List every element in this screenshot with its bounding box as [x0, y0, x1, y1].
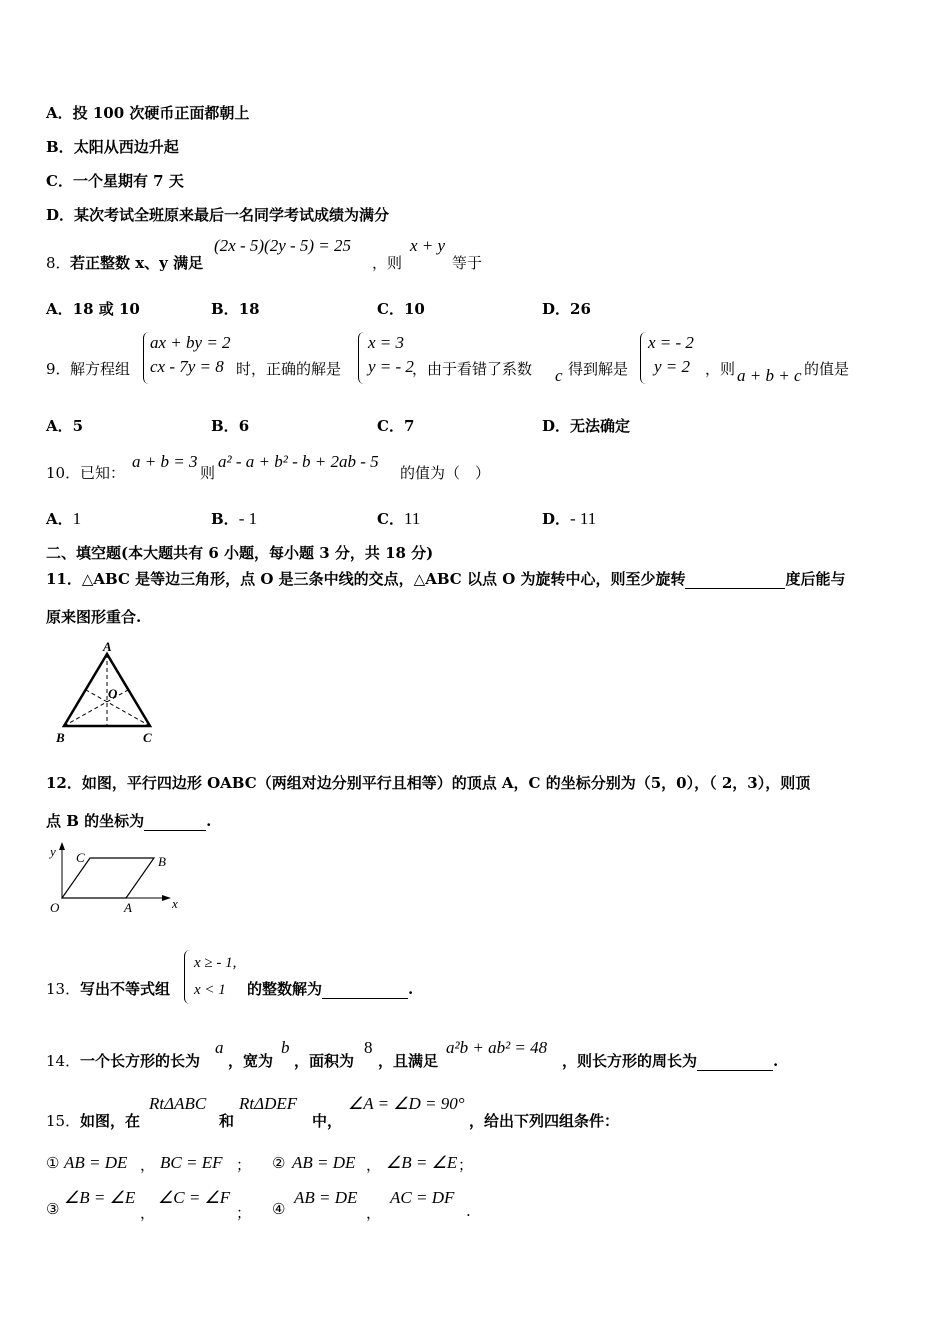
- question-text: 得到解是: [568, 360, 629, 378]
- question-text: 时，正确的解是: [236, 360, 342, 378]
- brace: [184, 950, 191, 1004]
- equation: cx - 7y = 8: [150, 357, 224, 376]
- separator: ，: [140, 1156, 156, 1174]
- option-label: A．: [46, 510, 73, 528]
- q7-option-b: [46, 136, 179, 157]
- question-number: 10．: [46, 464, 81, 482]
- answer-blank: [144, 812, 206, 831]
- condition-number: ②: [272, 1154, 286, 1172]
- brace: [640, 332, 647, 384]
- option-text: 一个星期有 7 天: [72, 172, 184, 190]
- question-text: .: [206, 812, 212, 830]
- question-text: ，给出下列四组条件：: [469, 1112, 620, 1130]
- label-b: B: [56, 730, 65, 745]
- question-number: 8．: [46, 254, 71, 272]
- brace: [358, 332, 365, 384]
- option-label: B．: [211, 417, 239, 435]
- triangle-name: RtΔDEF: [239, 1094, 298, 1113]
- option-text: 太阳从西边升起: [73, 138, 179, 156]
- option-label: A．: [46, 104, 73, 122]
- condition: AB = DE: [292, 1153, 356, 1172]
- separator: .: [466, 1202, 471, 1220]
- question-text: 的值为（ ）: [400, 464, 491, 482]
- triangle-name: RtΔABC: [149, 1094, 207, 1113]
- option-value: 无法确定: [570, 417, 631, 435]
- triangle-figure: [50, 638, 162, 748]
- label-c: C: [143, 730, 152, 745]
- option-value: 5: [72, 417, 84, 435]
- condition: BC = EF: [160, 1153, 223, 1172]
- option-value: 7: [403, 417, 415, 435]
- option-value: 6: [238, 417, 250, 435]
- question-text: 中，: [312, 1112, 343, 1130]
- option-label: B．: [211, 510, 239, 528]
- question-number: 9．: [46, 360, 71, 378]
- question-text: 12．如图，平行四边形 OABC（两组对边分别平行且相等）的顶点 A，C 的坐标分别为（5，0），（ 2，3），则顶: [46, 774, 811, 792]
- separator: ，: [366, 1204, 382, 1222]
- condition: ∠B = ∠E: [386, 1153, 458, 1172]
- condition: AC = DF: [390, 1188, 455, 1207]
- condition-number: ③: [46, 1200, 60, 1218]
- question-text: 的整数解为: [247, 980, 323, 998]
- question-text: 等于: [452, 254, 483, 272]
- parallelogram-figure: [44, 840, 189, 920]
- equation: (2x - 5)(2y - 5) = 25: [214, 236, 352, 255]
- option-value: 26: [570, 300, 591, 318]
- condition: AB = DE: [64, 1153, 128, 1172]
- expression: a + b + c: [737, 366, 802, 385]
- x-axis-arrow: [162, 895, 171, 901]
- question-text: 点 B 的坐标为: [46, 812, 145, 830]
- question-text: 如图，在: [80, 1112, 141, 1130]
- option-value: 11: [403, 509, 421, 528]
- brace: [143, 332, 150, 384]
- option-label: B．: [211, 300, 239, 318]
- inequality: x ≥ - 1,: [194, 955, 237, 971]
- option-label: C．: [46, 172, 73, 190]
- label-a: A: [124, 900, 132, 915]
- question-text: ，且满足: [378, 1052, 439, 1070]
- option-label: C．: [377, 300, 404, 318]
- variable-b: b: [281, 1038, 290, 1057]
- question-text: 已知：: [80, 464, 126, 482]
- separator: ；: [236, 1204, 252, 1222]
- y-axis-arrow: [59, 842, 65, 850]
- option-text: 某次考试全班原来最后一名同学考试成绩为满分: [74, 206, 390, 224]
- option-value: 10: [403, 300, 425, 318]
- coefficient: c: [555, 366, 563, 385]
- question-text: 11．△ABC 是等边三角形，点 O 是三条中线的交点，△ABC 以点 O 为旋转中心，则至少旋转: [46, 570, 686, 588]
- inequality: x < 1: [194, 982, 226, 998]
- question-number: 15．: [46, 1112, 81, 1130]
- expression: a² - a + b² - b + 2ab - 5: [218, 452, 379, 471]
- option-label: D．: [542, 510, 571, 528]
- variable-a: a: [215, 1038, 224, 1057]
- condition-number: ④: [272, 1200, 286, 1218]
- answer-blank: [697, 1052, 773, 1071]
- option-label: C．: [377, 417, 404, 435]
- answer-blank: [685, 570, 785, 589]
- option-label: A．: [46, 300, 73, 318]
- option-label: D．: [542, 417, 571, 435]
- q7-option-a: [46, 102, 249, 123]
- label-b: B: [158, 854, 166, 869]
- q7-option-d: [46, 204, 389, 225]
- option-value: 18 或 10: [72, 300, 140, 318]
- question-12-line2: [46, 810, 211, 831]
- equation: y = - 2: [368, 357, 414, 376]
- question-text: 若正整数 x、y 满足: [70, 254, 204, 272]
- area-value: 8: [364, 1038, 373, 1057]
- label-a: A: [103, 639, 112, 654]
- solution-system: [368, 331, 414, 379]
- q7-option-c: [46, 170, 184, 191]
- condition: AB = DE: [294, 1188, 358, 1207]
- question-text: 的值是: [804, 360, 850, 378]
- question-text: .: [773, 1052, 779, 1070]
- condition: ∠B = ∠E: [64, 1188, 136, 1207]
- separator: ；: [236, 1156, 252, 1174]
- question-number: 14．: [46, 1052, 81, 1070]
- label-c: C: [76, 850, 85, 865]
- equation: a + b = 3: [132, 452, 198, 471]
- question-text: ，宽为: [228, 1052, 274, 1070]
- condition: ∠C = ∠F: [158, 1188, 231, 1207]
- question-text: 写出不等式组: [80, 980, 171, 998]
- equation: a²b + ab² = 48: [446, 1038, 548, 1057]
- label-o: O: [108, 686, 118, 701]
- option-label: B．: [46, 138, 74, 156]
- label-o: O: [50, 900, 60, 915]
- option-label: C．: [377, 510, 404, 528]
- equation-system: [150, 331, 231, 379]
- option-value: 18: [238, 300, 260, 318]
- expression: x + y: [410, 236, 446, 255]
- label-y: y: [50, 844, 56, 859]
- separator: ，: [366, 1156, 382, 1174]
- question-text: 一个长方形的长为: [80, 1052, 201, 1070]
- separator: ；: [458, 1156, 474, 1174]
- option-value: - 11: [570, 509, 597, 528]
- question-text: .: [408, 980, 414, 998]
- question-text: 原来图形重合.: [46, 608, 142, 626]
- option-label: D．: [542, 300, 571, 318]
- option-value: 1: [72, 509, 82, 528]
- inequality-system: [194, 950, 236, 1004]
- separator: ，: [140, 1204, 156, 1222]
- question-text: 解方程组: [70, 360, 131, 378]
- question-number: 13．: [46, 980, 81, 998]
- option-text: 投 100 次硬币正面都朝上: [72, 104, 250, 122]
- question-text: ，则: [372, 254, 403, 272]
- question-text: ，则长方形的周长为: [562, 1052, 698, 1070]
- option-value: - 1: [238, 509, 258, 528]
- question-text: 和: [219, 1112, 235, 1130]
- angle-condition: ∠A = ∠D = 90°: [348, 1094, 465, 1113]
- equation: x = 3: [368, 333, 405, 352]
- wrong-solution-system: [648, 331, 694, 379]
- option-label: D．: [46, 206, 75, 224]
- question-text: ，面积为: [294, 1052, 355, 1070]
- equation: y = 2: [654, 357, 691, 376]
- equation: x = - 2: [648, 333, 694, 352]
- section-heading: 二、填空题(本大题共有 6 小题，每小题 3 分，共 18 分): [46, 544, 434, 562]
- question-11-line1: [46, 568, 846, 589]
- answer-blank: [322, 980, 408, 999]
- question-text: ，则: [705, 360, 736, 378]
- option-label: A．: [46, 417, 73, 435]
- question-text: 度后能与: [785, 570, 846, 588]
- question-text: 则: [200, 464, 216, 482]
- label-x: x: [172, 896, 178, 911]
- equation: ax + by = 2: [150, 333, 231, 352]
- question-text: ，由于看错了系数: [412, 360, 533, 378]
- condition-number: ①: [46, 1154, 60, 1172]
